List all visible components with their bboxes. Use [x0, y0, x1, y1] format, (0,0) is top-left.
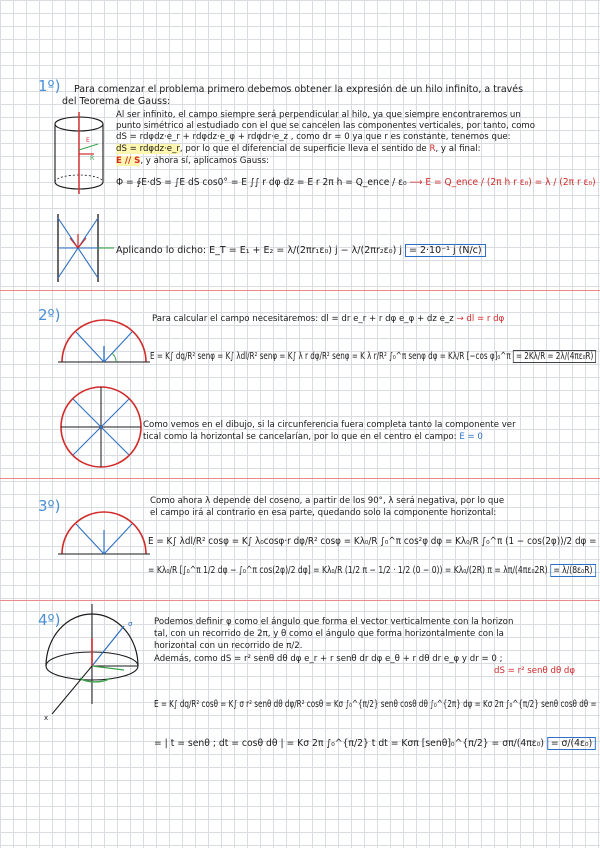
semicircle-figure	[58, 510, 150, 560]
hemisphere-figure	[40, 604, 140, 722]
cylinder-figure	[50, 112, 108, 197]
boxed-result: = λ/(8ε₀R)	[550, 564, 596, 577]
problem-number: 1º)	[38, 77, 61, 95]
problem-number: 4º)	[38, 611, 61, 629]
text-segment: Además, como dS = r² senθ dθ dφ e_r + r senθ dr dφ e_θ + r dθ dr e_φ y dr = 0 ;	[154, 654, 503, 664]
text-segment: , por lo que el diferencial de superficie lleva el sentido de	[179, 144, 427, 154]
text-segment: → dl = r dφ	[456, 314, 505, 324]
semicircle-figure	[58, 318, 150, 368]
formula-line	[116, 245, 486, 257]
formula-line	[148, 565, 596, 577]
highlight-expression: dS = rdφdz·e_r	[116, 144, 180, 154]
svg-text:σ: σ	[128, 620, 133, 628]
section-divider	[0, 478, 600, 479]
text-line	[154, 654, 502, 666]
text-segment: dl = dr e_r + r dφ e_φ + dz e_z	[320, 314, 454, 324]
text-line: punto simétrico al estudiado con el que se cancelen las componentes verticales, por tanto, como	[116, 121, 536, 131]
text-line: dS = r² senθ dθ dφ	[494, 666, 576, 676]
problem-number: 2º)	[38, 306, 61, 324]
boxed-result: = 2·10⁻¹ j (N/c)	[405, 244, 486, 257]
svg-text:R: R	[90, 155, 95, 162]
text-line: horizontal con un recorrido de π/2.	[154, 641, 303, 651]
field-formula: = | t = senθ ; dt = cosθ dθ | = Kσ 2π ∫₀^{π/2} t dt = Kσπ [senθ]₀^{π/2} = σπ/(4πε₀)	[154, 738, 545, 749]
text-segment: E = 0	[459, 432, 483, 442]
svg-text:E: E	[86, 137, 90, 144]
boxed-result: = 2Kλ/R = 2λ/(4πε₀R)	[513, 350, 596, 363]
svg-text:x: x	[44, 714, 49, 722]
formula-line: E = K∫ λdl/R² cosφ = K∫ λ₀cosφ·r dφ/R² cosφ = Kλ₀/R ∫₀^π cos²φ dφ = Kλ₀/R ∫₀^π (1 − cos(2φ))/2 dφ =	[148, 536, 597, 547]
problem-intro: del Teorema de Gauss:	[62, 96, 171, 107]
full-circle-figure	[58, 384, 144, 470]
text-line: el campo irá al contrario en esa parte, quedando solo la componente horizontal:	[150, 508, 497, 518]
problem-intro: Para comenzar el problema primero debemos obtener la expresión de un hilo infinito, a través	[74, 84, 524, 95]
text-line: Al ser infinito, el campo siempre será perpendicular al hilo, ya que siempre encontraremos un	[116, 110, 521, 120]
gauss-formula: Φ = ∮E·dS = ∫E dS cos0° = E ∫∫ r dφ dz = E r 2π h = Q_ence / ε₀	[116, 177, 407, 188]
section-divider	[0, 290, 600, 291]
formula-line: E = K∫ dq/R² cosθ = K∫ σ r² senθ dθ dφ/R² cosθ = Kσ ∫₀^{π/2} senθ cosθ dθ ∫₀^{2π} dφ = Kσ 2π ∫₀^{π/2} senθ cosθ dθ =	[154, 699, 597, 710]
section-divider	[0, 600, 600, 601]
formula-line	[116, 177, 596, 189]
arrow: ⟶	[409, 177, 426, 188]
text-line: Como ahora λ depende del coseno, a partir de los 90°, λ será negativa, por lo que	[150, 496, 505, 506]
text-line: dS = rdφdz·e_r + rdφdz·e_φ + rdφdr·e_z , como dr = 0 ya que r es constante, tenemos que:	[116, 132, 511, 142]
gauss-result: E = Q_ence / (2π h r ε₀) = λ / (2π r ε₀)	[425, 177, 596, 188]
two-wires-figure	[48, 214, 118, 284]
superposition-formula: E_T = E₁ + E₂ = λ/(2πr₁ε₀) j − λ/(2πr₂ε₀) j	[209, 245, 402, 256]
boxed-result: = σ/(4ε₀)	[547, 737, 596, 750]
text-line	[116, 156, 269, 168]
highlight-expression: E // S	[116, 156, 141, 166]
text-segment: Para calcular el campo necesitaremos:	[152, 314, 319, 324]
problem-number: 3º)	[38, 497, 61, 515]
formula-line	[150, 351, 596, 363]
text-line	[116, 144, 481, 156]
field-formula: = Kλ₀/R [∫₀^π 1/2 dφ − ∫₀^π cos(2φ)/2 dφ] = Kλ₀/R (1/2 π − 1/2 · 1/2 (0 − 0)) = Kλ₀/(2R) π = λπ/(4πε₀2R)	[148, 565, 548, 576]
text-segment: Aplicando lo dicho:	[116, 245, 207, 256]
text-segment: R	[429, 144, 436, 154]
text-line: Como vemos en el dibujo, si la circunferencia fuera completa tanto la componente ver	[143, 420, 516, 430]
text-segment: , y ahora sí, aplicamos Gauss:	[140, 156, 269, 166]
field-formula: E = K∫ dq/R² senφ = K∫ λdl/R² senφ = K∫ λ r dφ/R² senφ = K λ r/R² ∫₀^π senφ dφ = Kλ/R [−cos φ]₀^π	[150, 351, 511, 362]
formula-line	[154, 738, 596, 750]
text-line	[143, 432, 483, 444]
text-segment: tical como la horizontal se cancelarían, por lo que en el centro el campo:	[143, 432, 457, 442]
text-segment: , y al final:	[435, 144, 481, 154]
text-line: Podemos definir φ como el ángulo que forma el vector verticalmente con la horizon	[154, 617, 514, 627]
text-line	[152, 314, 504, 326]
text-line: tal, con un recorrido de 2π, y θ como el ángulo que forma horizontalmente con la	[154, 629, 504, 639]
